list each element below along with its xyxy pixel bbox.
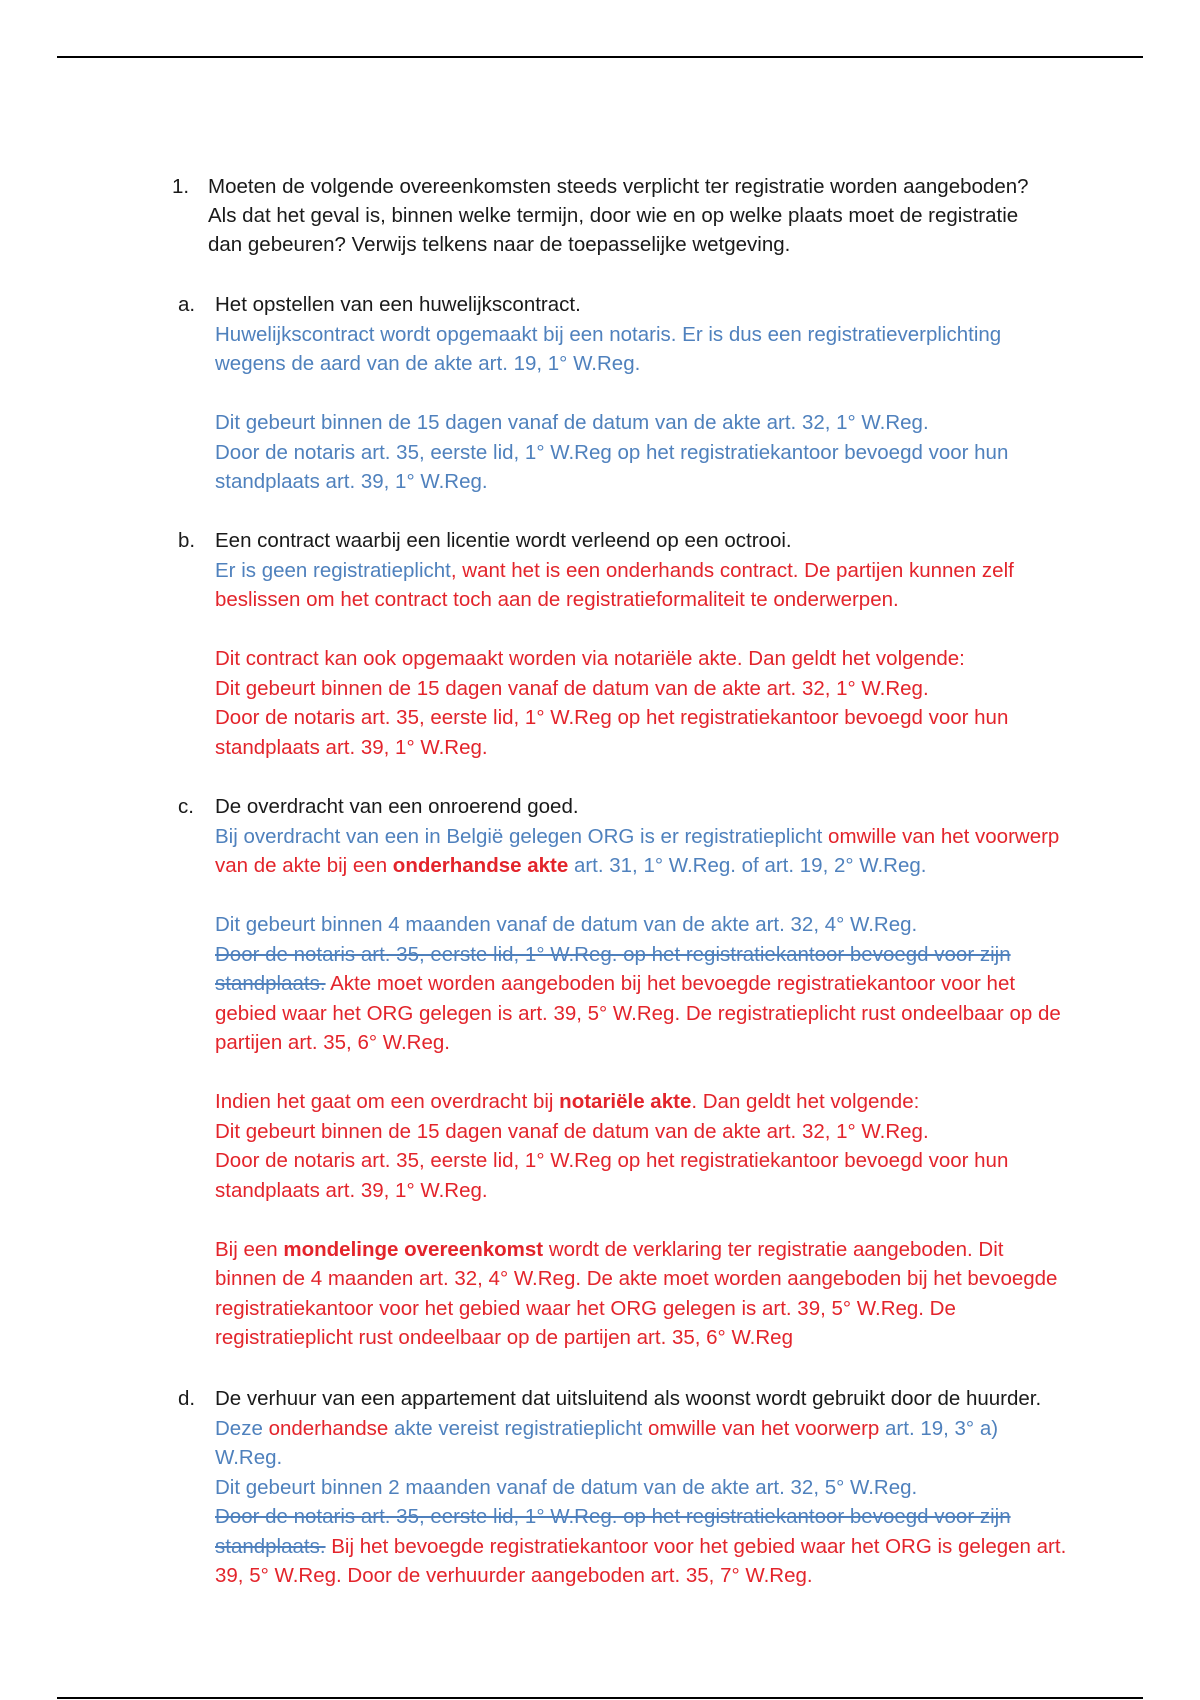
answer-paragraph: Dit contract kan ook opgemaakt worden via notariële akte. Dan geldt het volgende: <box>215 647 965 670</box>
item-c <box>178 792 1068 1353</box>
answer-paragraph: Indien het gaat om een overdracht bij notariële akte. Dan geldt het volgende: <box>215 1090 920 1113</box>
answer-paragraph: Bij overdracht van een in België gelegen ORG is er registratieplicht omwille van het voorwerp van de akte bij een onderhandse akte art. 31, 1° W.Reg. of art. 19, 2° W.Reg. <box>215 824 1060 877</box>
answer-paragraph: Door de notaris art. 35, eerste lid, 1° W.Reg. op het registratiekantoor bevoegd voor zijn standplaats. Bij het bevoegde registratiekantoor voor het gebied waar het ORG is gelegen art. 39, 5° W.Reg. Door de verhuurder aangeboden art. 35, 7° W.Reg. <box>215 1505 1067 1587</box>
item-letter: b. <box>178 529 196 552</box>
item-b <box>178 526 1068 762</box>
item-letter: d. <box>178 1387 196 1410</box>
answer-paragraph: Huwelijkscontract wordt opgemaakt bij een notaris. Er is dus een registratieverplichting wegens de aard van de akte art. 19, 1° W.Reg. <box>215 322 1002 375</box>
answer-paragraph: Door de notaris art. 35, eerste lid, 1° W.Reg. op het registratiekantoor bevoegd voor zijn standplaats. Akte moet worden aangeboden bij het bevoegde registratiekantoor voor het gebied waar het ORG gelegen is art. 39, 5° W.Reg. De registratieplicht rust ondeelbaar op de partijen art. 35, 6° W.Reg. <box>215 942 1061 1054</box>
item-a <box>178 290 1068 497</box>
question-text: Moeten de volgende overeenkomsten steeds verplicht ter registratie worden aangeboden? Als dat het geval is, binnen welke termijn, door wie en op welke plaats moet de registratie dan gebeuren? Verwijs telkens naar de toepasselijke wetgeving. <box>208 175 1029 256</box>
answer-paragraph: Door de notaris art. 35, eerste lid, 1° W.Reg op het registratiekantoor bevoegd voor hun standplaats art. 39, 1° W.Reg. <box>215 440 1009 493</box>
answer-paragraph: Deze onderhandse akte vereist registratieplicht omwille van het voorwerp art. 19, 3° a) W.Reg. <box>215 1416 999 1469</box>
header-rule <box>57 56 1143 58</box>
answer-paragraph: Door de notaris art. 35, eerste lid, 1° W.Reg op het registratiekantoor bevoegd voor hun standplaats art. 39, 1° W.Reg. <box>215 1149 1009 1202</box>
answer-paragraph: Dit gebeurt binnen de 15 dagen vanaf de datum van de akte art. 32, 1° W.Reg. <box>215 411 929 434</box>
item-letter: c. <box>178 795 194 818</box>
question-number: 1. <box>172 175 190 198</box>
answer-paragraph: Er is geen registratieplicht, want het is een onderhands contract. De partijen kunnen zelf beslissen om het contract toch aan de registratieformaliteit te onderwerpen. <box>215 558 1014 611</box>
item-heading: De overdracht van een onroerend goed. <box>215 795 579 818</box>
answer-paragraph: Dit gebeurt binnen de 15 dagen vanaf de datum van de akte art. 32, 1° W.Reg. <box>215 676 929 700</box>
footer-rule <box>57 1697 1143 1699</box>
struck-text: Door de notaris art. 35, eerste lid, 1° W.Reg. op het registratiekantoor bevoegd voor zijn standplaats. <box>215 1505 1011 1558</box>
item-letter: a. <box>178 293 196 316</box>
answer-paragraph: Dit gebeurt binnen 2 maanden vanaf de datum van de akte art. 32, 5° W.Reg. <box>215 1475 918 1499</box>
item-heading: De verhuur van een appartement dat uitsluitend als woonst wordt gebruikt door de huurder. <box>215 1387 1042 1410</box>
answer-paragraph: Dit gebeurt binnen de 15 dagen vanaf de datum van de akte art. 32, 1° W.Reg. <box>215 1119 929 1143</box>
question-1 <box>172 172 1052 259</box>
item-heading: Het opstellen van een huwelijkscontract. <box>215 293 581 316</box>
answer-paragraph: Dit gebeurt binnen 4 maanden vanaf de datum van de akte art. 32, 4° W.Reg. <box>215 913 918 936</box>
answer-paragraph: Door de notaris art. 35, eerste lid, 1° W.Reg op het registratiekantoor bevoegd voor hun standplaats art. 39, 1° W.Reg. <box>215 706 1009 759</box>
item-d <box>178 1384 1068 1591</box>
struck-text: Door de notaris art. 35, eerste lid, 1° W.Reg. op het registratiekantoor bevoegd voor zijn standplaats. <box>215 942 1011 995</box>
answer-paragraph: Bij een mondelinge overeenkomst wordt de verklaring ter registratie aangeboden. Dit binnen de 4 maanden art. 32, 4° W.Reg. De akte moet worden aangeboden bij het bevoegde registratiekantoor voor het gebied waar het ORG gelegen is art. 39, 5° W.Reg. De registratieplicht rust ondeelbaar op de partijen art. 35, 6° W.Reg <box>215 1237 1058 1349</box>
item-heading: Een contract waarbij een licentie wordt verleend op een octrooi. <box>215 529 792 552</box>
